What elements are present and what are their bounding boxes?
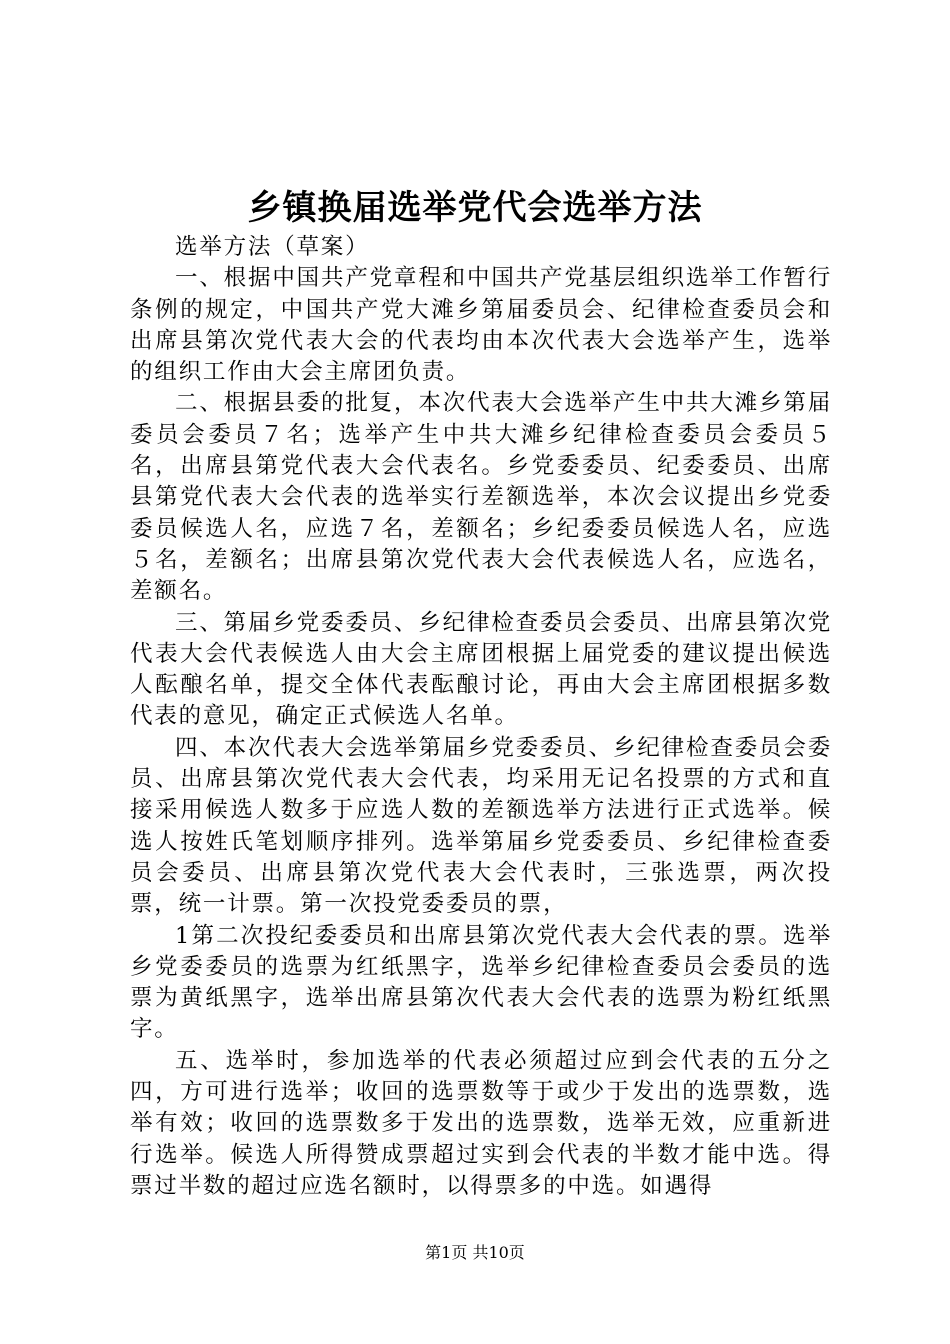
paragraph-subtitle: 选举方法（草案） xyxy=(175,234,370,260)
paragraph-1: 一、根据中国共产党章程和中国共产党基层组织选举工作暂行条例的规定，中国共产党大滩乡第届委员会、纪律检查委员会和出席县第次党代表大会的代表均由本次代表大会选举产生，选举的组织工作由大会主席团负责。 xyxy=(130,265,832,386)
paragraph-5: 五、选举时，参加选举的代表必须超过应到会代表的五分之四，方可进行选举；收回的选票数等于或少于发出的选票数，选举有效；收回的选票数多于发出的选票数，选举无效，应重新进行选举。候选人所得赞成票超过实到会代表的半数才能中选。得票过半数的超过应选名额时，以得票多的中选。如遇得 xyxy=(130,1047,832,1199)
paragraph-4: 四、本次代表大会选举第届乡党委委员、乡纪律检查委员会委员、出席县第次党代表大会代表，均采用无记名投票的方式和直接采用候选人数多于应选人数的差额选举方法进行正式选举。候选人按姓氏笔划顺序排列。选举第届乡党委委员、乡纪律检查委员会委员、出席县第次党代表大会代表时，三张选票，两次投票，统一计票。第一次投党委委员的票， xyxy=(130,734,832,918)
paragraph-4-continued: 1第二次投纪委委员和出席县第次党代表大会代表的票。选举乡党委委员的选票为红纸黑字，选举乡纪律检查委员会委员的选票为黄纸黑字，选举出席县第次代表大会代表的选票为粉红纸黑字。 xyxy=(130,922,832,1043)
paragraph-3: 三、第届乡党委委员、乡纪律检查委员会委员、出席县第次党代表大会代表候选人由大会主席团根据上届党委的建议提出候选人酝酿名单，提交全体代表酝酿讨论，再由大会主席团根据多数代表的意见，确定正式候选人名单。 xyxy=(130,609,832,730)
paragraph-2: 二、根据县委的批复，本次代表大会选举产生中共大滩乡第届委员会委员７名；选举产生中共大滩乡纪律检查委员会委员５名，出席县第党代表大会代表名。乡党委委员、纪委委员、出席县第党代表大会代表的选举实行差额选举，本次会议提出乡党委委员候选人名，应选７名，差额名；乡纪委委员候选人名，应选５名，差额名；出席县第次党代表大会代表候选人名，应选名，差额名。 xyxy=(130,390,832,605)
document-body xyxy=(130,232,832,1202)
page-footer: 第1页 共10页 xyxy=(425,1243,525,1262)
document-title: 乡镇换届选举党代会选举方法 xyxy=(247,188,703,228)
